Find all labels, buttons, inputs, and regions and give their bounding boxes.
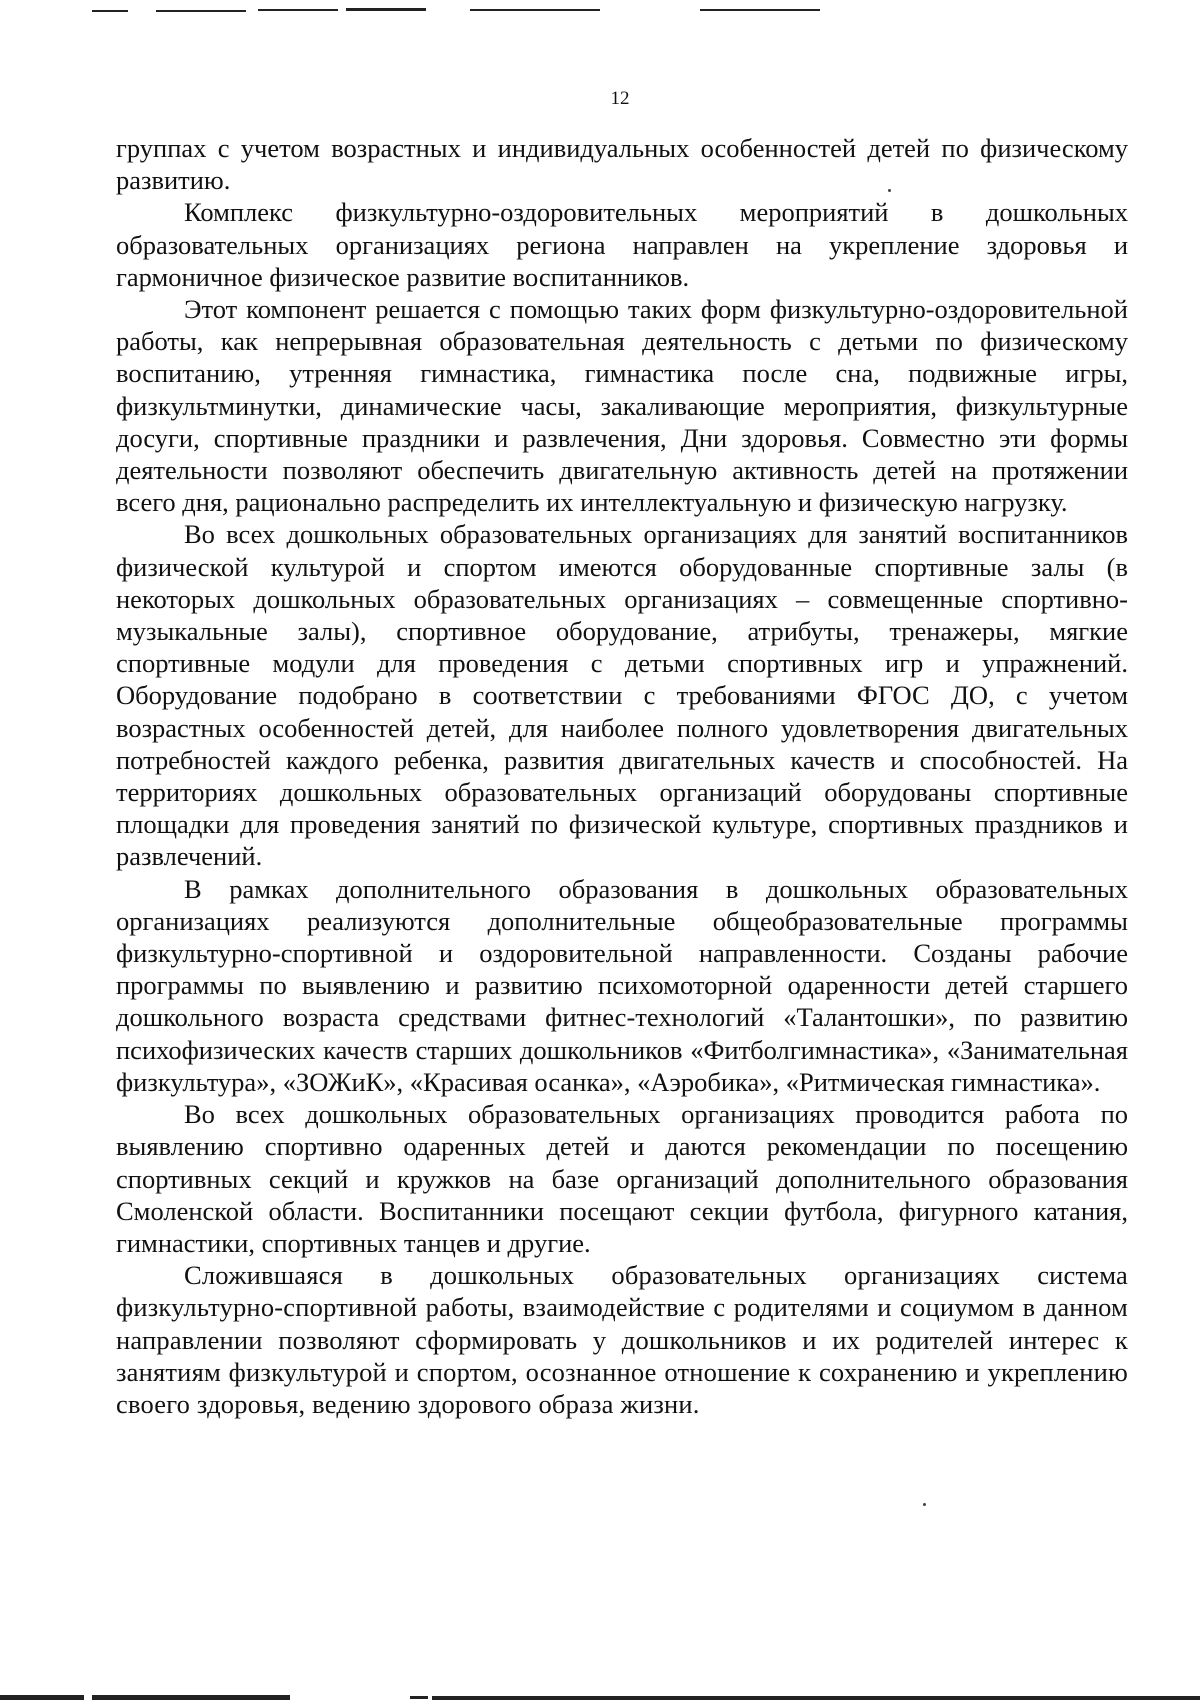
- paragraph-complex: Комплекс физкультурно-оздоровительных мероприятий в дошкольных образовательных организациях региона направлен на укрепление здоровья и гармоничное физическое развитие воспитанников.: [116, 197, 1128, 292]
- page-number: 12: [610, 88, 630, 109]
- paragraph-conclusion: Сложившаяся в дошкольных образовательных организациях система физкультурно-спортивной работы, взаимодействие с родителями и социумом в данном направлении позволяют сформировать у дошкольников и их родителей интерес к занятиям физкультурой и спортом, осознанное отношение к сохранению и укреплению своего здоровья, ведению здорового образа жизни.: [116, 1260, 1128, 1419]
- paragraph-component: Этот компонент решается с помощью таких форм физкультурно-оздоровительной работы, как непрерывная образовательная деятельность с детьми по физическому воспитанию, утренняя гимнастика, гимнастика после сна, подвижные игры, физкультминутки, динамические часы, закаливающие мероприятия, физкультурные досуги, спортивные праздники и развлечения, Дни здоровья. Совместно эти формы деятельности позволяют обеспечить двигательную активность детей на протяжении всего дня, рационально распределить их интеллектуальную и физическую нагрузку.: [116, 294, 1128, 518]
- scan-artifact-bottom-4: [432, 1696, 1200, 1700]
- scan-artifact-top-2: [156, 10, 246, 12]
- scan-speck-2: [923, 1503, 926, 1506]
- scan-artifact-bottom-1: [0, 1695, 84, 1700]
- scan-artifact-bottom-2: [92, 1695, 290, 1700]
- scan-artifact-bottom-3: [410, 1696, 428, 1699]
- paragraph-gifted-children: Во всех дошкольных образовательных организациях проводится работа по выявлению спортивно одаренных детей и даются рекомендации по посещению спортивных секций и кружков на базе организаций дополнительного образования Смоленской области. Воспитанники посещают секции футбола, фигурного катания, гимнастики, спортивных танцев и другие.: [116, 1099, 1128, 1258]
- scan-artifact-top-1: [92, 10, 128, 12]
- document-body: [116, 132, 1128, 1420]
- scan-speck-1: [888, 189, 891, 192]
- scan-artifact-top-5: [470, 9, 600, 11]
- scan-artifact-top-3: [258, 9, 338, 11]
- scan-artifact-top-6: [700, 9, 820, 11]
- paragraph-additional-education: В рамках дополнительного образования в дошкольных образовательных организациях реализуются дополнительные общеобразовательные программы физкультурно-спортивной и оздоровительной направленности. Созданы рабочие программы по выявлению и развитию психомоторной одаренности детей старшего дошкольного возраста средствами фитнес-технологий «Талантошки», по развитию психофизических качеств старших дошкольников «Фитболгимнастика», «Занимательная физкультура», «ЗОЖиК», «Красивая осанка», «Аэробика», «Ритмическая гимнастика».: [116, 873, 1128, 1097]
- paragraph-sports-halls: Во всех дошкольных образовательных организациях для занятий воспитанников физической культурой и спортом имеются оборудованные спортивные залы (в некоторых дошкольных образовательных организациях – совмещенные спортивно-музыкальные залы), спортивное оборудование, атрибуты, тренажеры, мягкие спортивные модули для проведения с детьми спортивных игр и упражнений. Оборудование подобрано в соответствии с требованиями ФГОС ДО, с учетом возрастных особенностей детей, для наиболее полного удовлетворения двигательных потребностей каждого ребенка, развития двигательных качеств и способностей. На территориях дошкольных образовательных организаций оборудованы спортивные площадки для проведения занятий по физической культуре, спортивных праздников и развлечений.: [116, 519, 1128, 872]
- paragraph-continuation: группах с учетом возрастных и индивидуальных особенностей детей по физическому развитию.: [116, 133, 1128, 196]
- scan-artifact-top-4: [346, 8, 426, 11]
